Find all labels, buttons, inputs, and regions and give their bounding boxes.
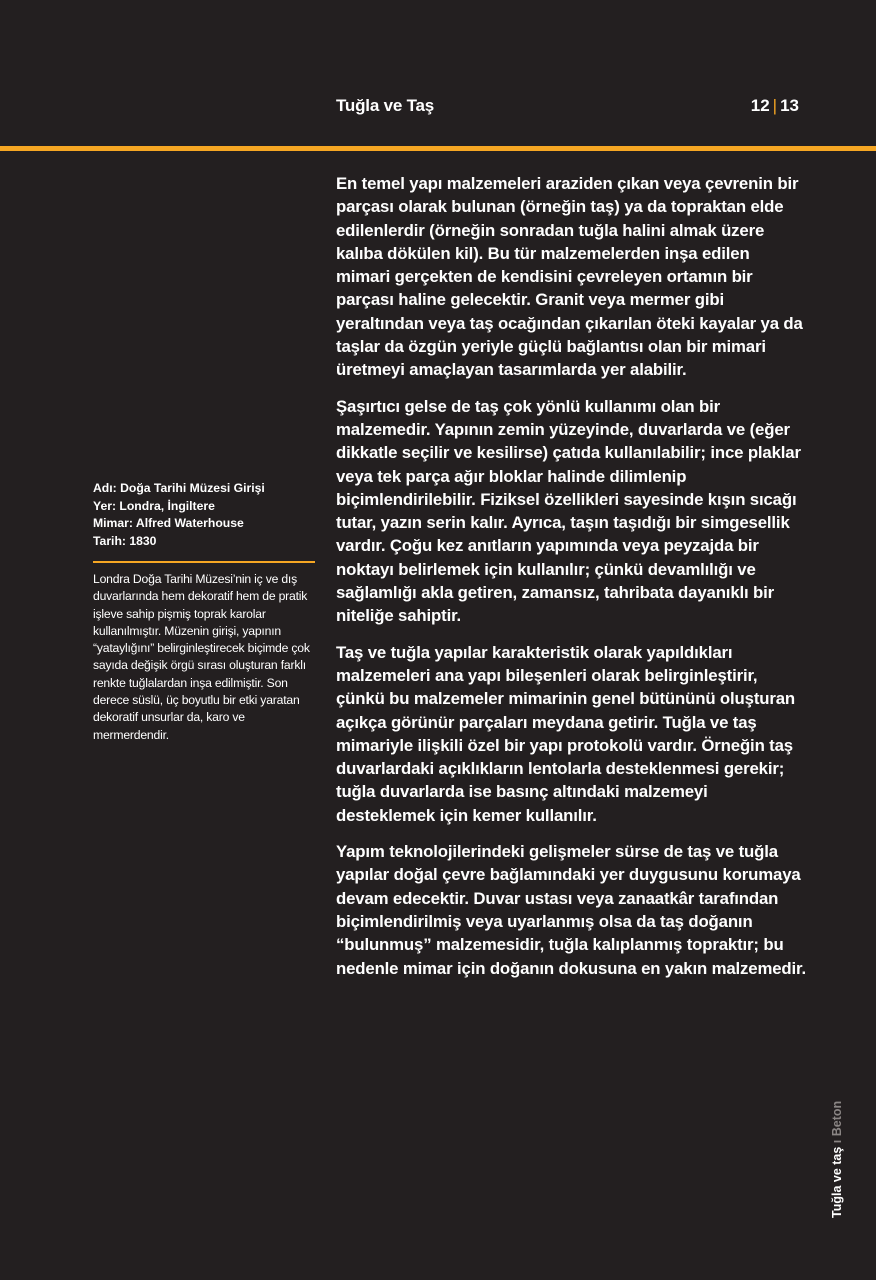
header-divider: [0, 146, 876, 151]
current-section: Tuğla ve taş: [830, 1146, 844, 1218]
page-numbers: [751, 96, 799, 116]
building-location: Yer: Londra, İngiltere: [93, 498, 215, 513]
image-caption-sidebar: [93, 480, 315, 744]
section-footer: [830, 1101, 844, 1218]
body-text: [336, 172, 806, 993]
building-date: Tarih: 1830: [93, 533, 157, 548]
chapter-title: Tuğla ve Taş: [336, 96, 435, 115]
page-number-right: 13: [780, 96, 799, 115]
sidebar-divider: [93, 561, 315, 563]
building-name: Adı: Doğa Tarihi Müzesi Girişi: [93, 481, 265, 495]
caption-text: Londra Doğa Tarihi Müzesi’nin iç ve dış duvarlarında hem dekoratif hem de pratik işleve sahip pişmiş toprak karolar kullanılmıştır. Müzenin girişi, yapının “yataylığını” belirginleştirecek biçimde çok sayıda değişik örgü sırası oluşturan farklı renkte tuğlalardan inşa edilmiştir. Son derece süslü, üç boyutlu bir etki yaratan dekoratif unsurlar da, karo ve mermerdendir.: [93, 572, 310, 742]
building-architect: Mimar: Alfred Waterhouse: [93, 516, 244, 530]
next-section: Beton: [830, 1100, 844, 1137]
footer-separator: ı: [830, 1139, 844, 1144]
body-paragraph-4: Yapım teknolojilerindeki gelişmeler sürse de taş ve tuğla yapılar doğal çevre bağlamındaki yer duygusunu korumaya devam edecektir. Duvar ustası veya zanaatkâr tarafından biçimlendirilmiş veya uyarlanmış olsa da taş doğanın “bulunmuş” malzemesidir, tuğla kalıplanmış topraktır; bu nedenle mimar için doğanın dokusuna en yakın malzemedir.: [336, 842, 806, 978]
body-paragraph-1: En temel yapı malzemeleri araziden çıkan veya çevrenin bir parçası olarak bulunan (örneğin taş) ya da topraktan elde edilenlerdir (örneğin sonradan tuğla halini almak üzere kalıba dökülen kil). Bu tür malzemelerden inşa edilen mimari gerçekten de kendisini çevreleyen ortamın bir parçası haline gelecektir. Granit veya mermer gibi yeraltından veya taş ocağından çıkarılan öteki kayalar ya da taşlar da özgün yeriyle güçlü bağlantısı olan bir mimari üretmeyi amaçlayan tasarımlarda yer alabilir.: [336, 174, 803, 380]
page-number-left: 12: [750, 96, 770, 115]
page-number-separator: |: [772, 96, 778, 115]
body-paragraph-2: Şaşırtıcı gelse de taş çok yönlü kullanımı olan bir malzemedir. Yapının zemin yüzeyinde, duvarlarda ve (eğer dikkatle seçilir ve kesilirse) çatıda kullanılabilir; ince plaklar veya tek parça ağır bloklar halinde dilimlenip biçimlendirilebilir. Fiziksel özellikleri sayesinde kışın sıcağı tutar, yazın serin kalır. Ayrıca, taşın taşıdığı bir simgesellik vardır. Çoğu kez anıtların yapımında veya peyzajda bir noktayı belirlemek için kullanılır; çünkü devamlılığı ve sağlamlığı akla getiren, zamansız, tahribata dayanıklı bir niteliğe sahiptir.: [336, 396, 801, 626]
body-paragraph-3: Taş ve tuğla yapılar karakteristik olarak yapıldıkları malzemeleri ana yapı bileşenleri olarak belirginleştirir, çünkü bu malzemeler mimarinin genel bütününü oluşturan açıkça görünür parçaları meydana getirir. Tuğla ve taş mimariyle ilişkili özel bir yapı protokolü vardır. Örneğin taş duvarlardaki açıklıkların lentolarla desteklenmesi gerekir; tuğla duvarlarda ise basınç altındaki malzemeyi desteklemek için kemer kullanılır.: [336, 642, 796, 825]
